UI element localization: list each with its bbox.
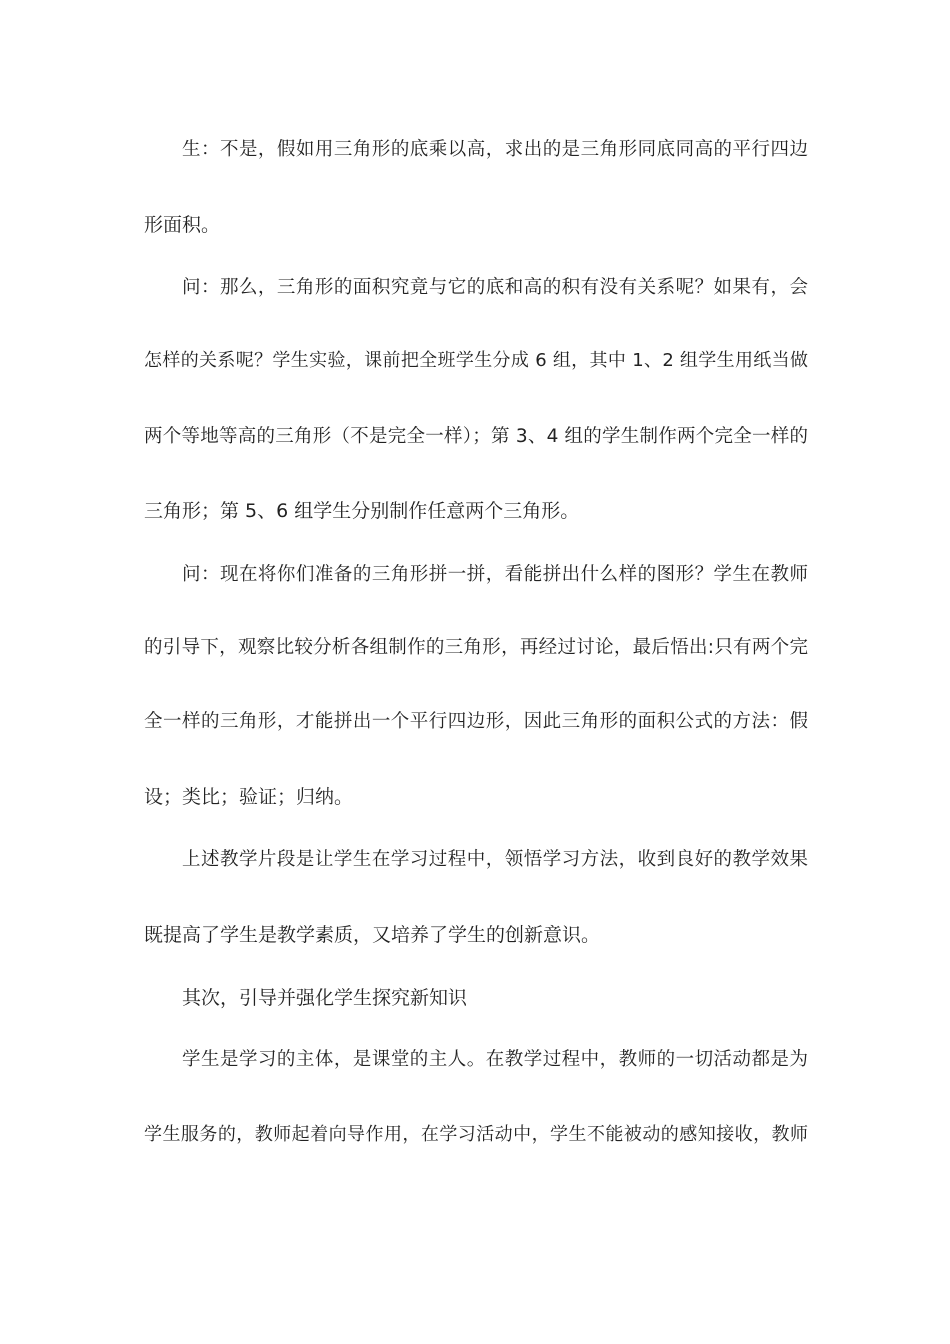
paragraph-line: 全一样的三角形，才能拼出一个平行四边形，因此三角形的面积公式的方法：假 <box>144 711 808 732</box>
paragraph-line: 三角形；第 5、6 组学生分别制作任意两个三角形。 <box>144 500 580 522</box>
paragraph-line: 怎样的关系呢？学生实验，课前把全班学生分成 6 组，其中 1、2 组学生用纸当做 <box>144 350 808 371</box>
paragraph-line: 学生是学习的主体，是课堂的主人。在教学过程中，教师的一切活动都是为 <box>182 1049 808 1070</box>
paragraph-line: 形面积。 <box>144 214 221 236</box>
paragraph-line: 的引导下，观察比较分析各组制作的三角形，再经过讨论，最后悟出:只有两个完 <box>144 637 808 658</box>
paragraph-line: 两个等地等高的三角形（不是完全一样）；第 3、4 组的学生制作两个完全一样的 <box>144 426 808 447</box>
paragraph-line: 上述教学片段是让学生在学习过程中，领悟学习方法，收到良好的教学效果 <box>182 849 808 870</box>
paragraph-line: 生：不是，假如用三角形的底乘以高，求出的是三角形同底同高的平行四边 <box>182 139 808 160</box>
paragraph-line: 既提高了学生是教学素质，又培养了学生的创新意识。 <box>144 924 601 946</box>
paragraph-line: 问：那么，三角形的面积究竟与它的底和高的积有没有关系呢？如果有，会 <box>182 277 808 298</box>
section-heading: 其次，引导并强化学生探究新知识 <box>182 987 468 1009</box>
paragraph-line: 问：现在将你们准备的三角形拼一拼，看能拼出什么样的图形？学生在教师 <box>182 564 808 585</box>
paragraph-line: 设；类比；验证；归纳。 <box>144 786 354 808</box>
paragraph-line: 学生服务的，教师起着向导作用，在学习活动中，学生不能被动的感知接收，教师 <box>144 1124 808 1145</box>
